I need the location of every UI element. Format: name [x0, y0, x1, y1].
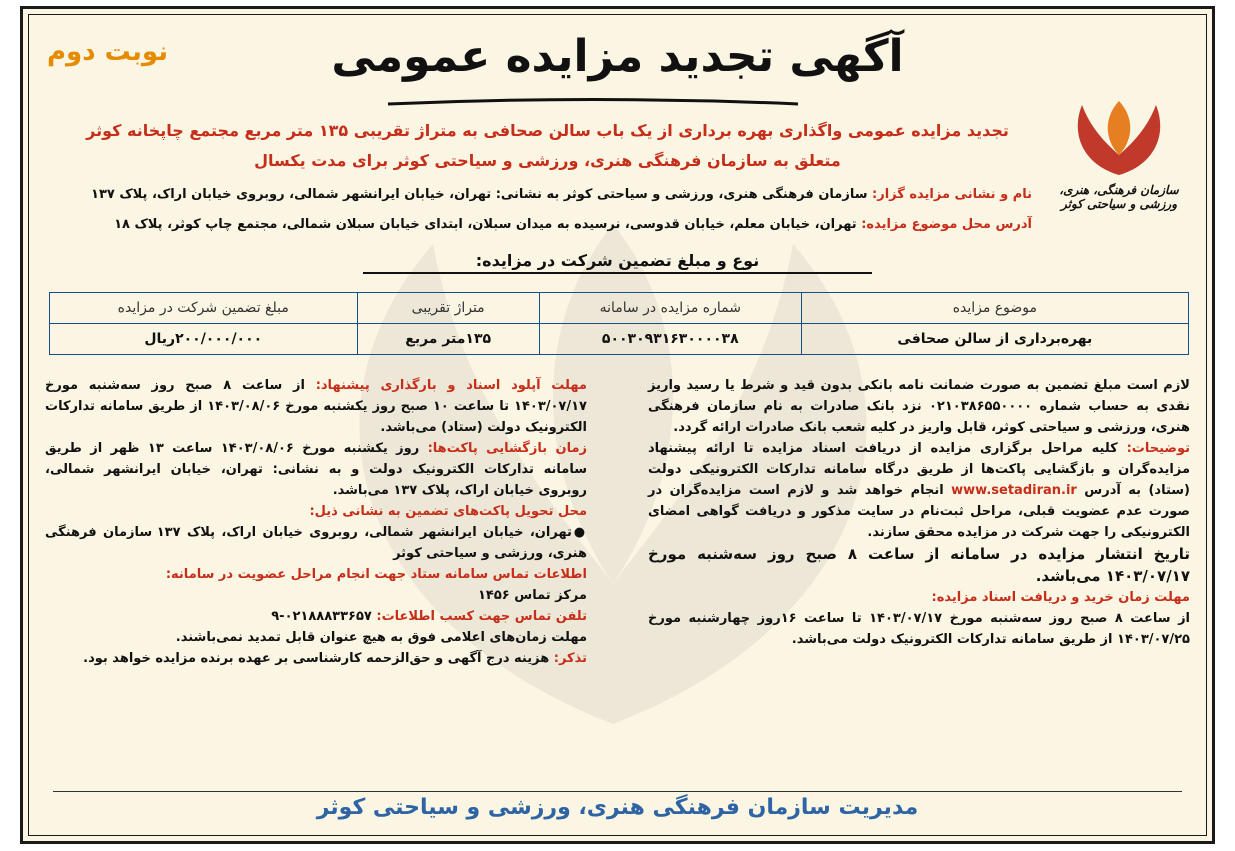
section-title: نوع و مبلغ تضمین شرکت در مزایده:	[363, 251, 872, 274]
org-logo	[1044, 99, 1194, 211]
location-info	[53, 215, 1032, 235]
location-label: آدرس محل موضوع مزایده:	[861, 217, 1032, 232]
upload-label: مهلت آپلود اسناد و بارگذاری پیشنهاد:	[315, 378, 587, 393]
table-header-cell: متراژ تقریبی	[357, 293, 539, 324]
table-row	[50, 324, 1189, 355]
flower-icon	[1064, 99, 1174, 179]
guarantee-paragraph: لازم است مبلغ تضمین به صورت ضمانت نامه بانکی بدون قید و شرط یا رسید واریز نقدی به حساب شماره ۰۲۱۰۳۸۶۵۵۰۰۰۰ نزد بانک صادرات به نام سازمان فرهنگی هنری، ورزشی و سیاحتی کوثر، قابل واریز در کلیه شعب بانک صادرات ارائه گردد.	[648, 378, 1190, 435]
notes-text-2: انجام خواهد شد و لازم است مزایده‌گران در صورت عدم عضویت قبلی، مراحل ثبت‌نام در سایت مذکور و دریافت گواهی امضای الکترونیکی را جهت شرکت در مزایده محقق سازند.	[648, 483, 1190, 540]
deadline-text: از ساعت ۸ صبح روز سه‌شنبه مورخ ۱۴۰۳/۰۷/۱۷ تا ساعت ۱۶روز چهارشنبه مورخ ۱۴۰۳/۰۷/۲۵ از طریق سامانه تدارکات الکترونیک دولت می‌باشد.	[648, 611, 1191, 647]
table-cell: ۱۳۵متر مربع	[357, 324, 539, 355]
notes-text-1: کلیه مراحل برگزاری مزایده از دریافت اسناد مزایده تا ارائه پیشنهاد مزایده‌گران و بازگشایی پاکت‌ها از طریق درگاه سامانه تدارکات الکترونیکی دولت (ستاد) به آدرس	[648, 441, 1190, 498]
notes-paragraph	[648, 438, 1190, 543]
location-value: تهران، خیابان معلم، خیابان قدوسی، نرسیده به میدان سبلان، ابتدای خیابان سبلان شمالی، مجتمع چاپ کوثر، پلاک ۱۸	[114, 217, 857, 232]
organizer-info	[53, 185, 1032, 205]
opening-label: زمان بازگشایی پاکت‌ها:	[427, 441, 587, 456]
footer-divider	[53, 791, 1182, 792]
phone-label: تلفن تماس جهت کسب اطلاعات:	[376, 609, 587, 624]
reminder-label: تذکر:	[553, 651, 587, 666]
organizer-value: سازمان فرهنگی هنری، ورزشی و سیاحتی کوثر به نشانی: تهران، خیابان ایرانشهر شمالی، روبروی خیابان اراک، پلاک ۱۳۷	[91, 187, 868, 202]
table-cell: ۵۰۰۳۰۹۳۱۶۳۰۰۰۰۳۸	[539, 324, 801, 355]
publish-date: تاریخ انتشار مزایده در سامانه از ساعت ۸ صبح روز سه‌شنبه مورخ ۱۴۰۳/۰۷/۱۷ می‌باشد.	[648, 545, 1190, 585]
footer-signature: مدیریت سازمان فرهنگی هنری، ورزشی و سیاحتی کوثر	[316, 795, 919, 820]
upload-text: از ساعت ۸ صبح روز سه‌شنبه مورخ ۱۴۰۳/۰۷/۱۷ تا ساعت ۱۰ صبح روز یکشنبه مورخ ۱۴۰۳/۰۸/۰۶ از طریق سامانه تدارکات الکترونیک دولت (ستاد) می‌باشد.	[45, 378, 587, 435]
deadline-note: مهلت زمان‌های اعلامی فوق به هیچ عنوان قابل تمدید نمی‌باشند.	[175, 630, 587, 645]
subtitle-line-1: تجدید مزایده عمومی واگذاری بهره برداری از یک باب سالن صحافی به متراژ تقریبی ۱۳۵ متر مربع مجتمع چاپخانه کوثر	[86, 121, 1009, 140]
reminder-text: هزینه درج آگهی و حق‌الزحمه کارشناسی بر عهده برنده مزایده خواهد بود.	[83, 651, 550, 666]
setadiran-link[interactable]: www.setadiran.ir	[951, 483, 1077, 498]
organizer-label: نام و نشانی مزایده گزار:	[872, 187, 1032, 202]
reminder-paragraph	[45, 648, 587, 669]
opening-text: روز یکشنبه مورخ ۱۴۰۳/۰۸/۰۶ ساعت ۱۳ ظهر از طریق سامانه تدارکات الکترونیک دولت و به نشانی: تهران، خیابان ایرانشهر شمالی، روبروی خیابان اراک، پلاک ۱۳۷ می‌باشد.	[45, 441, 587, 498]
logo-caption: سازمان فرهنگی، هنری، ورزشی و سیاحتی کوثر	[1059, 183, 1179, 211]
auction-table	[49, 292, 1189, 355]
right-column	[648, 375, 1190, 650]
table-header-cell: شماره مزایده در سامانه	[539, 293, 801, 324]
contact-label: اطلاعات تماس سامانه ستاد جهت انجام مراحل عضویت در سامانه:	[165, 567, 587, 582]
title-underline	[383, 97, 803, 107]
opening-paragraph	[45, 438, 587, 501]
deadline-label: مهلت زمان خرید و دریافت اسناد مزایده:	[931, 590, 1190, 605]
notes-label: توضیحات:	[1126, 441, 1190, 456]
table-header-row	[50, 293, 1189, 324]
delivery-label: محل تحویل پاکت‌های تضمین به نشانی ذیل:	[309, 504, 587, 519]
table-cell: بهره‌برداری از سالن صحافی	[801, 324, 1188, 355]
left-column	[45, 375, 587, 669]
phone-number: ۰۲۱۸۸۸۳۳۶۵۷-۹	[271, 609, 372, 624]
phone-paragraph	[45, 606, 587, 627]
subtitle-line-2: متعلق به سازمان فرهنگی هنری، ورزشی و سیاحتی کوثر برای مدت یکسال	[254, 151, 841, 170]
table-header-cell: موضوع مزایده	[801, 293, 1188, 324]
table-header-cell: مبلغ تضمین شرکت در مزایده	[50, 293, 358, 324]
round-label: نوبت دوم	[47, 37, 168, 67]
contact-text: مرکز تماس ۱۴۵۶	[477, 588, 587, 603]
table-cell: ۲۰۰/۰۰۰/۰۰۰ریال	[50, 324, 358, 355]
upload-paragraph	[45, 375, 587, 438]
notice-title: آگهی تجدید مزایده عمومی	[331, 31, 904, 82]
auction-notice	[20, 6, 1215, 844]
delivery-text: ●تهران، خیابان ایرانشهر شمالی، روبروی خیابان اراک، پلاک ۱۳۷ سازمان فرهنگی هنری، ورزشی و سیاحتی کوثر	[45, 525, 588, 561]
